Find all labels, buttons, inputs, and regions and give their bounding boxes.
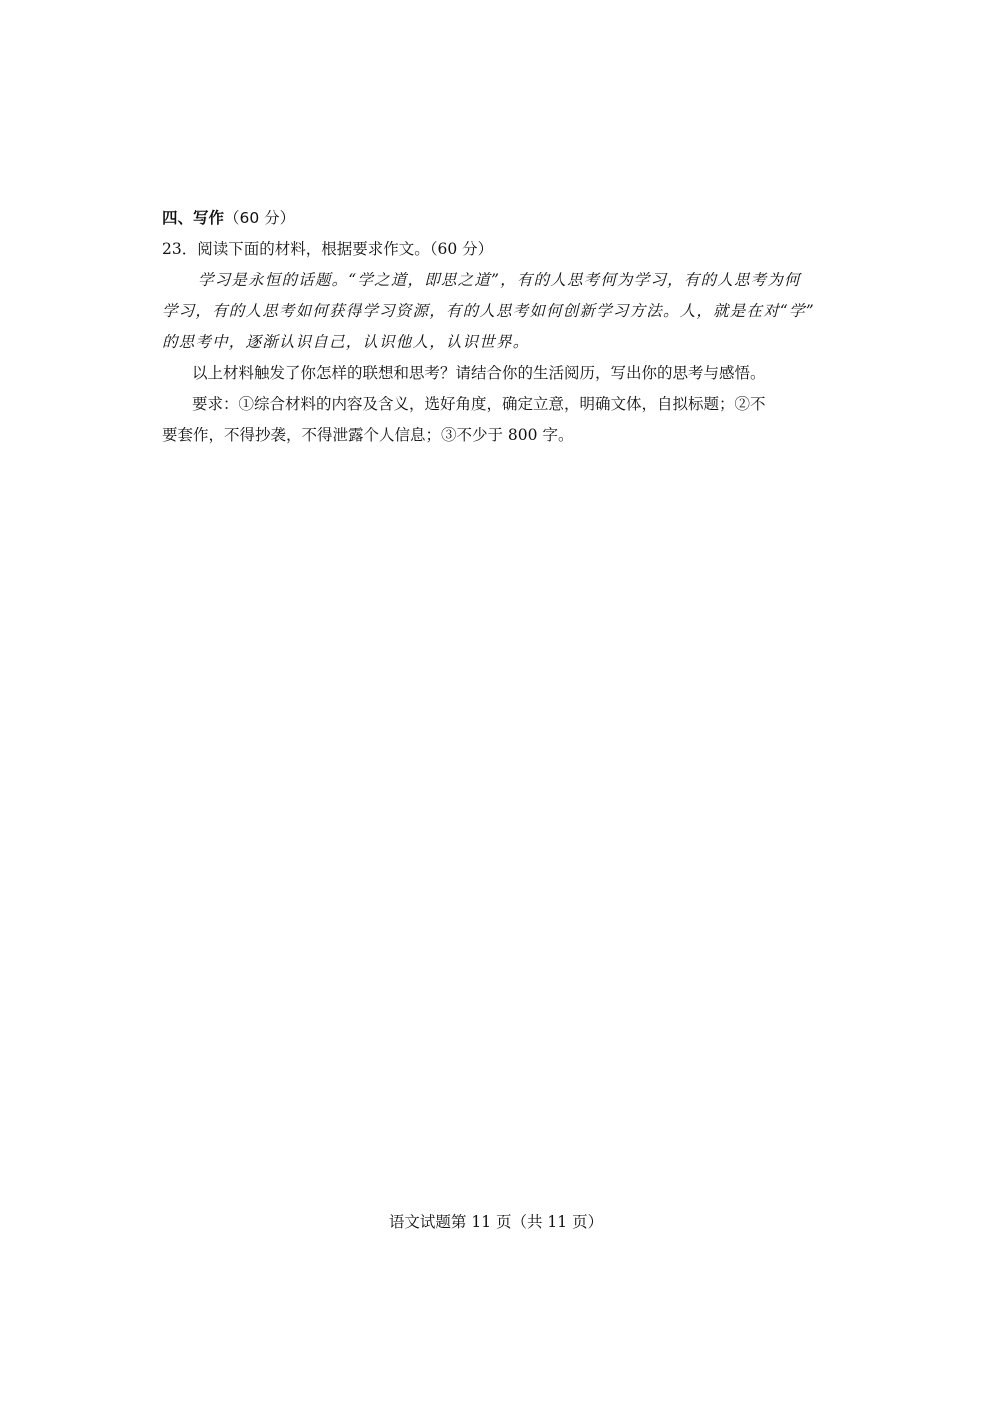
material-line-3: 的思考中，逐渐认识自己，认识他人，认识世界。 [162,333,530,351]
page-footer: 语文试题第 11 页（共 11 页） [388,1213,604,1231]
prompt-text: 以上材料触发了你怎样的联想和思考？请结合你的生活阅历，写出你的思考与感悟。 [192,364,766,382]
question-text: 23．阅读下面的材料，根据要求作文。（60 分） [162,240,494,258]
section-heading [162,203,834,234]
material-line-1: 学习是永恒的话题。“学之道，即思之道”，有的人思考何为学习，有的人思考为何 [198,271,801,289]
exam-content [162,203,834,451]
section-title: 四、写作 [162,209,225,227]
section-score: （60 分） [224,209,296,227]
requirements-line-1: 要求：①综合材料的内容及含义，选好角度，确定立意，明确文体，自拟标题；②不 [192,395,766,413]
material-line-2: 学习，有的人思考如何获得学习资源，有的人思考如何创新学习方法。人，就是在对“学” [162,302,815,320]
requirements-line-2: 要套作，不得抄袭，不得泄露个人信息；③不少于 800 字。 [162,426,574,444]
